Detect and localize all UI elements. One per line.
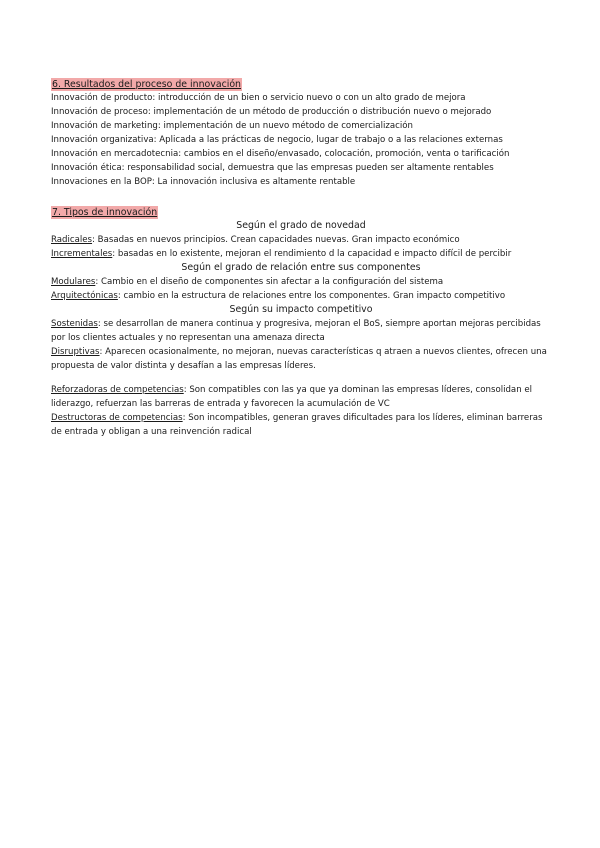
text-modulares: : Cambio en el diseño de componentes sin afectar a la configuración del sistema [95, 277, 444, 287]
term-modulares: Modulares [51, 277, 96, 287]
section-6-heading: 6. Resultados del proceso de innovación [52, 79, 242, 90]
result-line-producto: Innovación de producto: introducción de un bien o servicio nuevo o con un alto grado de mejora [51, 93, 466, 103]
text-destructoras: : Son incompatibles, generan graves dificultades para los líderes, eliminan barreras de entrada y obligan a una reinvención radical [51, 413, 543, 437]
term-incrementales: Incrementales [51, 249, 113, 259]
subheading-novedad: Según el grado de novedad [236, 220, 366, 231]
term-arquitectonicas: Arquitectónicas [51, 291, 118, 301]
result-line-proceso: Innovación de proceso: implementación de un método de producción o distribución nuevo o mejorado [51, 107, 492, 117]
result-line-mercadotecnia: Innovación en mercadotecnia: cambios en el diseño/envasado, colocación, promoción, venta o tarificación [51, 149, 510, 159]
item-reforzadoras [51, 383, 551, 411]
result-line-marketing: Innovación de marketing: implementación de un nuevo método de comercialización [51, 121, 413, 131]
result-line-organizativa: Innovación organizativa: Aplicada a las prácticas de negocio, lugar de trabajo o a las relaciones externas [51, 135, 503, 145]
item-modulares [51, 275, 551, 289]
section-7-heading: 7. Tipos de innovación [52, 207, 158, 218]
text-reforzadoras: : Son compatibles con las ya que ya dominan las empresas líderes, consolidan el liderazgo, refuerzan las barreras de entrada y favorecen la acumulación de VC [51, 385, 533, 409]
item-sostenidas [51, 317, 551, 345]
item-radicales [51, 233, 551, 247]
item-arquitectonicas [51, 289, 551, 303]
section-7 [51, 200, 551, 439]
subheading-impacto: Según su impacto competitivo [229, 304, 373, 315]
subheading-relacion: Según el grado de relación entre sus componentes [181, 262, 421, 273]
text-incrementales: : basadas en lo existente, mejoran el rendimiento d la capacidad e impacto difícil de percibir [112, 249, 512, 259]
text-arquitectonicas: : cambio en la estructura de relaciones entre los componentes. Gran impacto competitivo [117, 291, 506, 301]
term-destructoras: Destructoras de competencias [51, 413, 183, 423]
item-destructoras [51, 411, 551, 439]
term-disruptivas: Disruptivas [51, 347, 100, 357]
section-6 [51, 72, 551, 189]
term-radicales: Radicales [51, 235, 93, 245]
result-line-bop: Innovaciones en la BOP: La innovación inclusiva es altamente rentable [51, 177, 356, 187]
text-radicales: : Basadas en nuevos principios. Crean capacidades nuevas. Gran impacto económico [92, 235, 460, 245]
document-page [51, 72, 551, 439]
text-sostenidas: : se desarrollan de manera continua y progresiva, mejoran el BoS, siempre aportan mejoras percibidas por los clientes actuales y no representan una amenaza directa [51, 319, 541, 343]
term-reforzadoras: Reforzadoras de competencias [51, 385, 184, 395]
item-incrementales [51, 247, 551, 261]
term-sostenidas: Sostenidas [51, 319, 98, 329]
item-disruptivas [51, 345, 551, 373]
result-line-etica: Innovación ética: responsabilidad social, demuestra que las empresas pueden ser altamente rentables [51, 163, 494, 173]
text-disruptivas: : Aparecen ocasionalmente, no mejoran, nuevas características q atraen a nuevos clientes, ofrecen una propuesta de valor distinta y desafían a las empresas líderes. [51, 347, 547, 371]
